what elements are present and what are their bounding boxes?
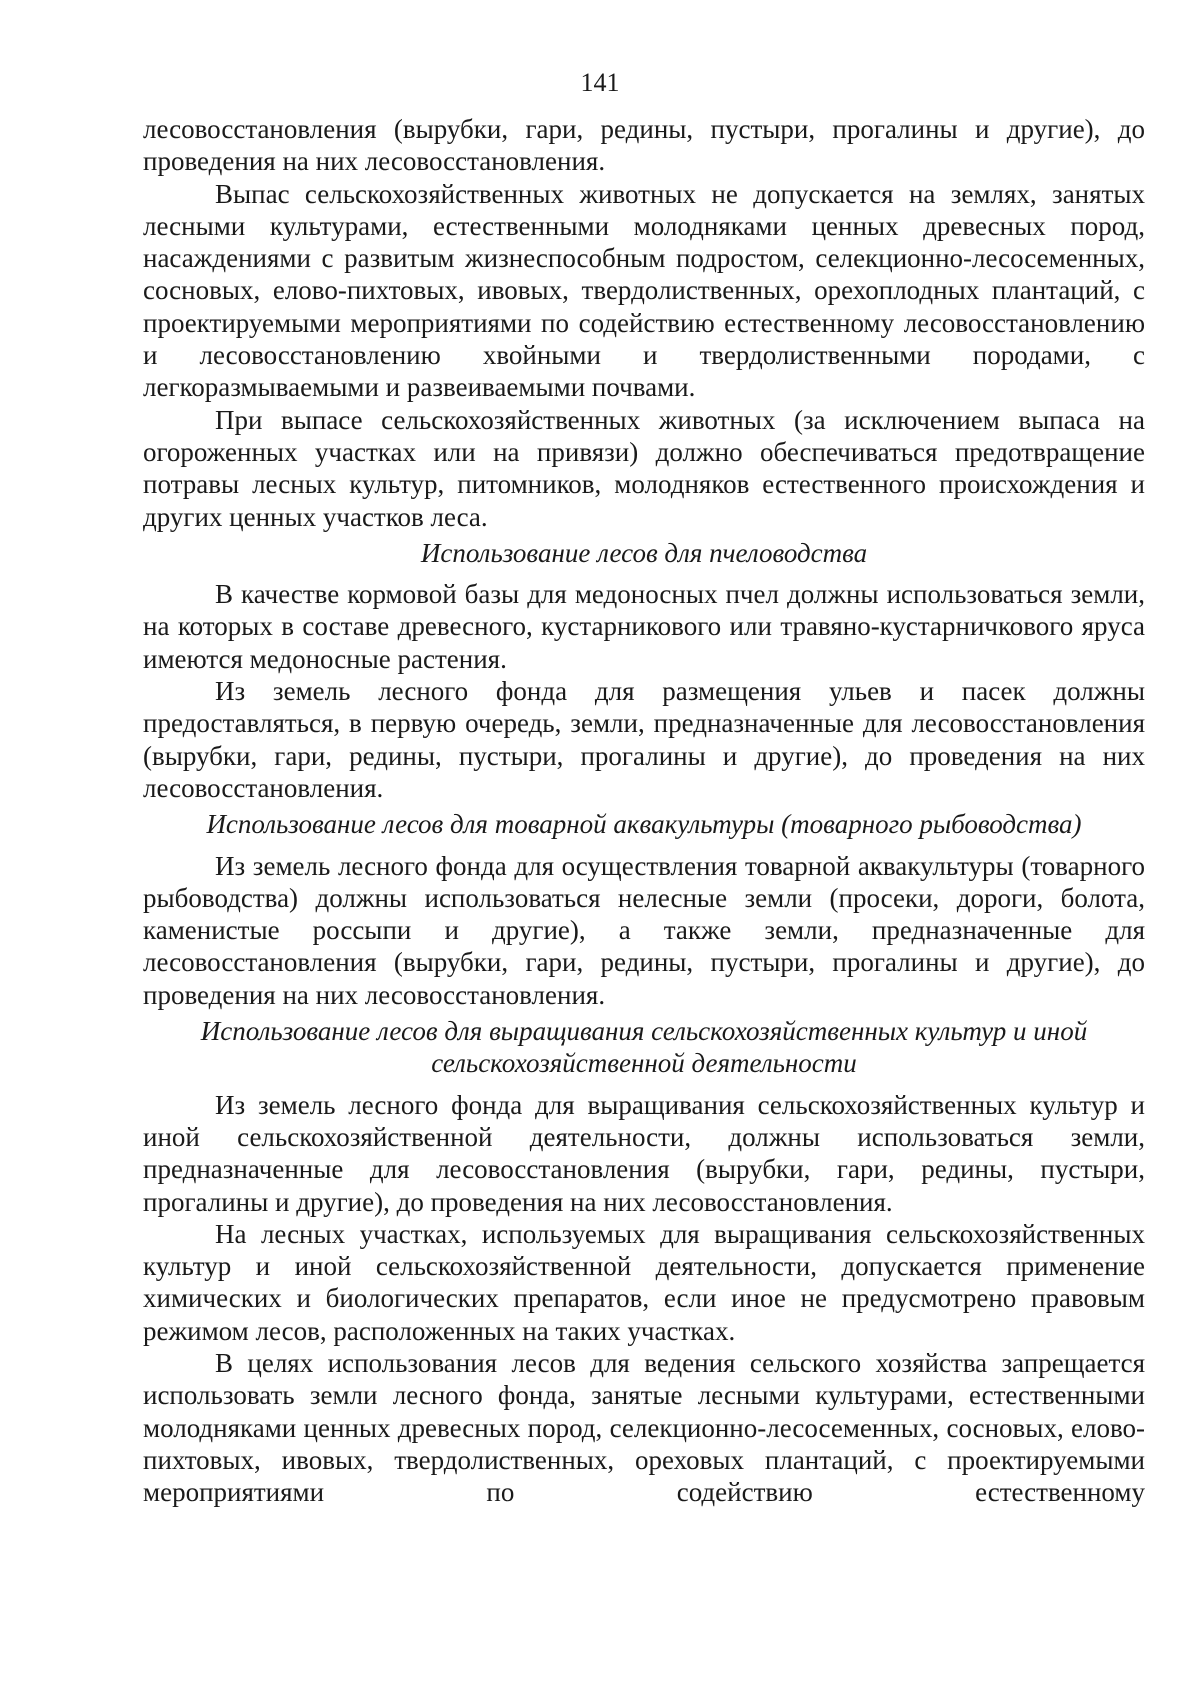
paragraph: Из земель лесного фонда для выращивания сельскохозяйственных культур и иной сельскохозяйственной деятельности, должны использоваться земли, предназначенные для лесовосстановления (вырубки, гари, редины, пустыри, прогалины и другие), до проведения на них лесовосстановления. (143, 1089, 1145, 1217)
paragraph: Выпас сельскохозяйственных животных не допускается на землях, занятых лесными культурами, естественными молодняками ценных древесных пород, насаждениями с развитым жизнеспособным подростом, селекционно-лесосеменных, сосновых, елово-пихтовых, ивовых, твердолиственных, орехоплодных плантаций, с проектируемыми мероприятиями по содействию естественному лесовосстановлению и лесовосстановлению хвойными и твердолиственными породами, с легкоразмываемыми и развеиваемыми почвами. (143, 178, 1145, 403)
paragraph: Из земель лесного фонда для осуществления товарной аквакультуры (товарного рыбоводства) должны использоваться нелесные земли (просеки, дороги, болота, каменистые россыпи и другие), а также земли, предназначенные для лесовосстановления (вырубки, гари, редины, пустыри, прогалины и другие), до проведения на них лесовосстановления. (143, 850, 1145, 1010)
paragraph: На лесных участках, используемых для выращивания сельскохозяйственных культур и иной сельскохозяйственной деятельности, допускается применение химических и биологических препаратов, если иное не предусмотрено правовым режимом лесов, расположенных на таких участках. (143, 1218, 1145, 1346)
paragraph: Из земель лесного фонда для размещения ульев и пасек должны предоставляться, в первую очередь, земли, предназначенные для лесовосстановления (вырубки, гари, редины, пустыри, прогалины и другие), до проведения на них лесовосстановления. (143, 676, 1145, 803)
page-number: 141 (580, 68, 620, 97)
paragraph: лесовосстановления (вырубки, гари, редины, пустыри, прогалины и другие), до проведения на них лесовосстановления. (143, 114, 1145, 177)
section-heading: Использование лесов для пчеловодства (420, 537, 868, 568)
paragraph: В качестве кормовой базы для медоносных пчел должны использоваться земли, на которых в составе древесного, кустарникового или травяно-кустарничкового яруса имеются медоносные растения. (143, 579, 1145, 674)
paragraph: В целях использования лесов для ведения сельского хозяйства запрещается использовать земли лесного фонда, занятые лесными культурами, естественными молодняками ценных древесных пород, селекционно-лесосеменных, сосновых, елово-пихтовых, ивовых, твердолиственных, ореховых плантаций, с проектируемыми мероприятиями по содействию естественному (143, 1347, 1145, 1508)
section-heading: Использование лесов для товарной аквакультуры (товарного рыбоводства) (206, 809, 1082, 840)
section-heading: Использование лесов для выращивания сельскохозяйственных культур и иной сельскохозяйственной деятельности (200, 1016, 1088, 1079)
paragraph: При выпасе сельскохозяйственных животных (за исключением выпаса на огороженных участках или на привязи) должно обеспечиваться предотвращение потравы лесных культур, питомников, молодняков естественного происхождения и других ценных участков леса. (143, 404, 1145, 532)
document-body (143, 113, 1145, 1508)
